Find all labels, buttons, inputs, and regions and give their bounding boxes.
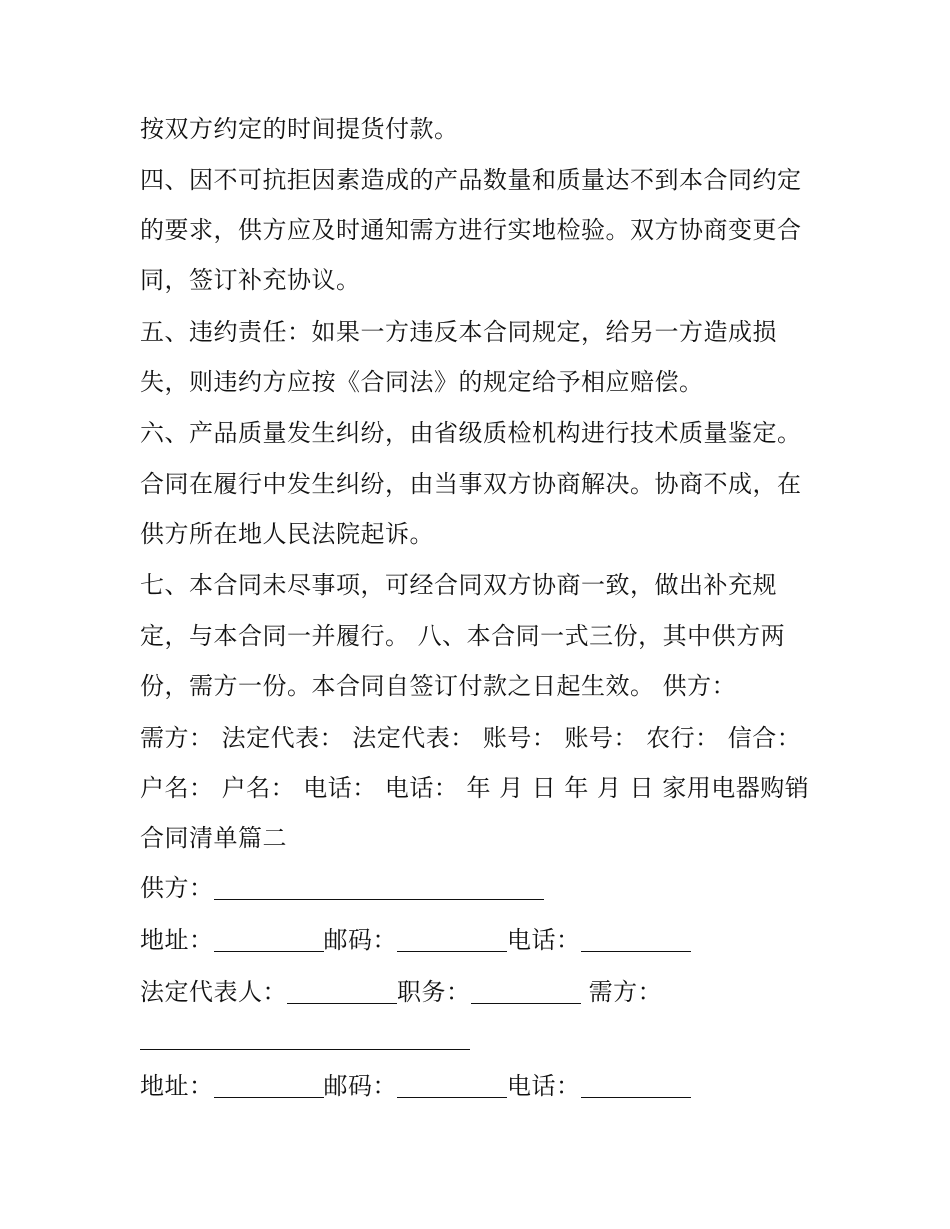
address-label: 地址：: [140, 926, 214, 954]
supplier-address-row: [140, 920, 830, 960]
phone-blank: [581, 925, 691, 952]
text-line: 四、因不可抗拒因素造成的产品数量和质量达不到本合同约定: [140, 166, 802, 194]
address-label: 地址：: [140, 1072, 214, 1100]
text-line: 份，需方一份。本合同自签订付款之日起生效。 供方：: [140, 672, 737, 700]
text-line: 需方： 法定代表： 法定代表： 账号： 账号： 农行： 信合：: [140, 724, 802, 752]
text-line: 六、产品质量发生纠纷，由省级质检机构进行技术质量鉴定。: [140, 419, 802, 447]
address-blank: [214, 1071, 324, 1098]
position-label: 职务：: [397, 978, 471, 1006]
buyer-label: 需方：: [588, 978, 663, 1006]
text-line: 定，与本合同一并履行。 八、本合同一式三份，其中供方两: [140, 622, 786, 650]
text-line: 供方所在地人民法院起诉。: [140, 520, 434, 548]
legal-rep-row: [140, 972, 830, 1012]
legal-rep-label: 法定代表人：: [140, 978, 287, 1006]
text-line: 失，则违约方应按《合同法》的规定给予相应赔偿。: [140, 368, 704, 396]
text-line: 同，签订补充协议。: [140, 266, 361, 294]
postcode-label: 邮码：: [323, 926, 397, 954]
supplier-blank: [214, 873, 544, 900]
buyer-address-row: [140, 1066, 830, 1106]
position-blank: [471, 977, 581, 1004]
text-line: 合同在履行中发生纠纷，由当事双方协商解决。协商不成，在: [140, 470, 802, 498]
phone-label: 电话：: [507, 1072, 581, 1100]
text-line: 户名： 户名： 电话： 电话： 年 月 日 年 月 日 家用电器购销: [140, 774, 810, 802]
supplier-row: [140, 868, 830, 908]
phone-blank: [581, 1071, 691, 1098]
postcode-label: 邮码：: [323, 1072, 397, 1100]
postcode-blank: [397, 925, 507, 952]
text-line: 五、违约责任：如果一方违反本合同规定，给另一方造成损: [140, 318, 777, 346]
legal-rep-blank: [287, 977, 397, 1004]
postcode-blank: [397, 1071, 507, 1098]
text-line: 七、本合同未尽事项，可经合同双方协商一致，做出补充规: [140, 571, 777, 599]
phone-label: 电话：: [507, 926, 581, 954]
buyer-blank-row: [140, 1018, 830, 1058]
buyer-blank: [140, 1023, 470, 1050]
section-title: 合同清单篇二: [140, 824, 287, 852]
address-blank: [214, 925, 324, 952]
text-line: 的要求，供方应及时通知需方进行实地检验。双方协商变更合: [140, 216, 802, 244]
text-line: 按双方约定的时间提货付款。: [140, 115, 459, 143]
supplier-label: 供方：: [140, 874, 214, 902]
